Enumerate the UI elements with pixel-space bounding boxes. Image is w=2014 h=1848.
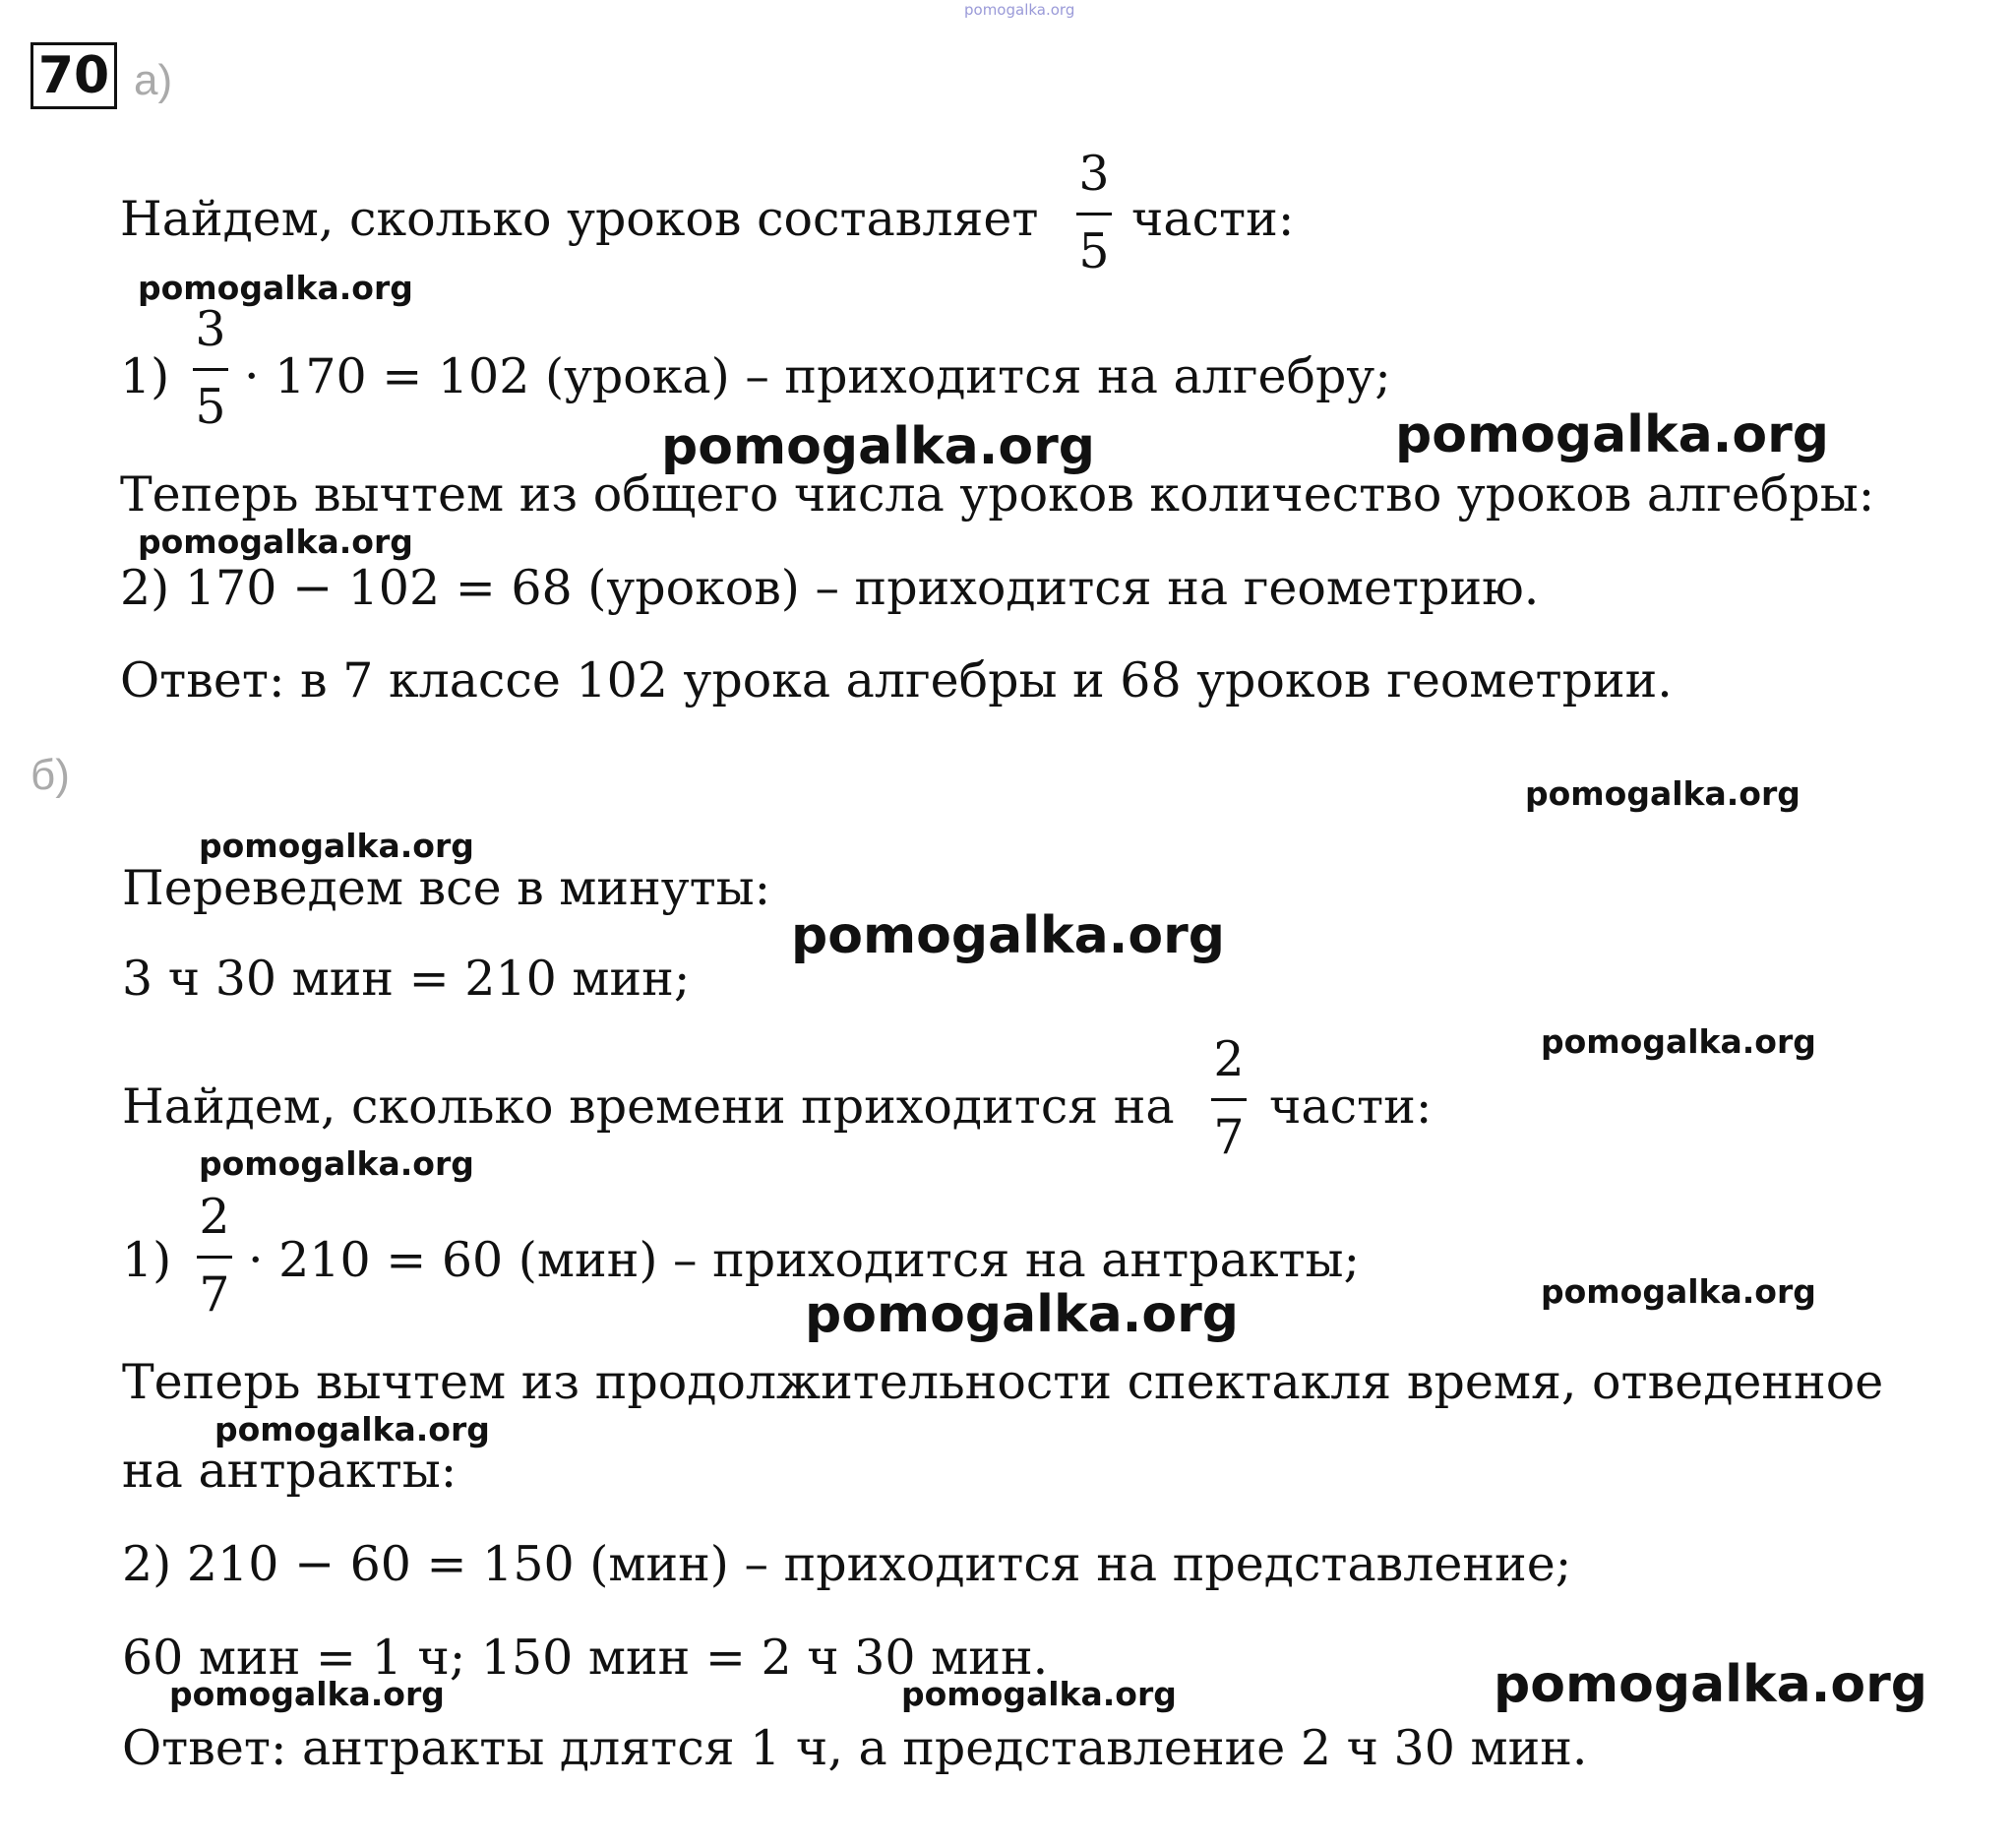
watermark: pomogalka.org — [901, 1675, 1177, 1713]
part-a-intro-fraction — [1072, 146, 1116, 279]
watermark: pomogalka.org — [199, 1144, 474, 1183]
part-b-answer: Ответ: антракты длятся 1 ч, а представление 2 ч 30 мин. — [122, 1720, 1588, 1776]
fraction-bar — [193, 368, 228, 371]
fraction-bar — [1076, 213, 1112, 216]
fraction-denominator: 5 — [1078, 223, 1110, 279]
part-b-step1-number: 1) — [122, 1232, 172, 1288]
part-b-subtract-line1: Теперь вычтем из продолжительности спектакля время, отведенное — [122, 1354, 1884, 1410]
part-b-convert-eq: 3 ч 30 мин = 210 мин; — [122, 951, 691, 1007]
fraction-numerator: 3 — [1078, 146, 1110, 202]
fraction-denominator: 5 — [195, 379, 226, 435]
part-b-intro: Найдем, сколько времени приходится на — [122, 1078, 1175, 1135]
watermark: pomogalka.org — [1494, 1655, 1928, 1714]
part-a-intro-end: части: — [1131, 191, 1295, 247]
part-a-subtract-text: Теперь вычтем из общего числа уроков количество уроков алгебры: — [120, 466, 1875, 523]
watermark: pomogalka.org — [214, 1410, 490, 1448]
fraction-bar — [1211, 1098, 1247, 1101]
part-b-intro-fraction — [1207, 1031, 1251, 1165]
part-a-label: а) — [134, 56, 173, 104]
part-a-answer: Ответ: в 7 классе 102 урока алгебры и 68 уроков геометрии. — [120, 652, 1673, 708]
watermark: pomogalka.org — [1525, 774, 1800, 813]
watermark: pomogalka.org — [1541, 1022, 1816, 1061]
fraction-numerator: 2 — [1213, 1031, 1245, 1087]
fraction-numerator: 3 — [195, 301, 226, 357]
part-a-step2: 2) 170 − 102 = 68 (уроков) – приходится на геометрию. — [120, 560, 1540, 616]
watermark: pomogalka.org — [169, 1675, 445, 1713]
watermark: pomogalka.org — [791, 906, 1226, 965]
part-b-convert-text: Переведем все в минуты: — [122, 860, 771, 916]
part-a-step1-fraction — [189, 301, 232, 435]
watermark: pomogalka.org — [138, 523, 413, 561]
part-b-step1-fraction — [193, 1189, 236, 1323]
top-watermark: pomogalka.org — [964, 1, 1075, 19]
watermark: pomogalka.org — [1541, 1272, 1816, 1311]
part-b-step2: 2) 210 − 60 = 150 (мин) – приходится на представление; — [122, 1536, 1572, 1592]
part-b-step1-rest: · 210 = 60 (мин) – приходится на антракты; — [248, 1232, 1361, 1288]
part-a-step1-rest: · 170 = 102 (урока) – приходится на алгебру; — [244, 348, 1391, 404]
watermark: pomogalka.org — [138, 269, 413, 307]
part-a-intro: Найдем, сколько уроков составляет — [120, 191, 1039, 247]
fraction-denominator: 7 — [1213, 1109, 1245, 1165]
part-a-step1-number: 1) — [120, 348, 170, 404]
watermark: pomogalka.org — [661, 417, 1096, 476]
fraction-numerator: 2 — [199, 1189, 230, 1245]
fraction-denominator: 7 — [199, 1266, 230, 1323]
part-b-intro-end: части: — [1269, 1078, 1433, 1135]
watermark: pomogalka.org — [199, 827, 474, 865]
part-b-conversion: 60 мин = 1 ч; 150 мин = 2 ч 30 мин. — [122, 1630, 1049, 1686]
watermark: pomogalka.org — [1395, 405, 1830, 464]
task-number: 70 — [31, 42, 117, 109]
watermark: pomogalka.org — [805, 1285, 1240, 1344]
fraction-bar — [197, 1256, 232, 1259]
part-b-label: б) — [31, 751, 70, 799]
part-b-subtract-line2: на антракты: — [122, 1443, 458, 1499]
